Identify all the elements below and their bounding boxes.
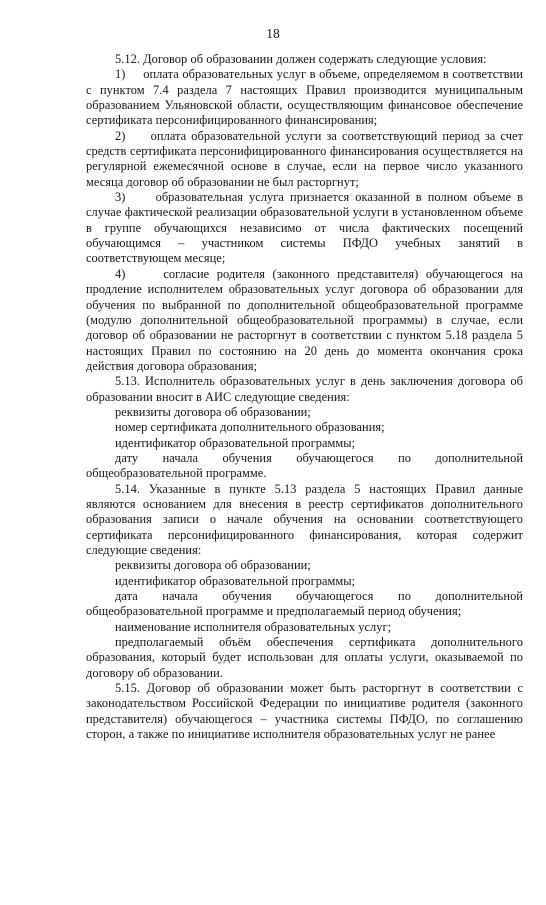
clause-5-13-heading: 5.13. Исполнитель образовательных услуг в день заключения договора об образовании вносит в АИС следующие сведения:	[86, 374, 523, 404]
clause-5-15-heading: 5.15. Договор об образовании может быть расторгнут в соответствии с законодательством Российской Федерации по инициативе родителя (законного представителя) обучающегося – участника системы ПФДО, по соглашению сторон, а также по инициативе исполнителя образовательных услуг не ранее	[86, 681, 523, 742]
clause-5-14-heading: 5.14. Указанные в пункте 5.13 раздела 5 настоящих Правил данные являются основанием для внесения в реестр сертификатов дополнительного образования записи о начале обучения на основании соответствующего сертификата персонифицированного финансирования, которая содержит следующие сведения:	[86, 481, 523, 557]
clause-5-12-item-3: 3) образовательная услуга признается оказанной в полном объеме в случае фактической реализации образовательной услуги в установленном объеме в группе обучающихся независимо от числа фактических посещений обучающимся – участником системы ПФДО учебных занятий в соответствующем месяце;	[86, 190, 523, 266]
clause-5-13-item-1: реквизиты договора об образовании;	[115, 404, 311, 419]
clause-5-12-heading: 5.12. Договор об образовании должен содержать следующие условия:	[115, 52, 487, 66]
page-number: 18	[266, 26, 280, 41]
document-body	[86, 52, 523, 742]
clause-5-13-item-2: номер сертификата дополнительного образования;	[115, 420, 385, 435]
clause-5-14-item-3: дата начала обучения обучающегося по дополнительной общеобразовательной программе и предполагаемый период обучения;	[86, 589, 523, 619]
clause-5-14-item-2: идентификатор образовательной программы;	[115, 573, 356, 588]
clause-5-12-item-4: 4) согласие родителя (законного представителя) обучающегося на продление исполнителем образовательных услуг договора об образовании для обучения по выбранной по дополнительной общеобразовательной программе (модулю дополнительной общеобразовательной программы) в случае, если договор об образовании не расторгнут в соответствии с пунктом 5.18 раздела 5 настоящих Правил по состоянию на 20 день до момента окончания срока действия договора образования;	[86, 266, 523, 373]
clause-5-12-item-1: 1) оплата образовательных услуг в объеме, определяемом в соответствии с пунктом 7.4 раздела 7 настоящих Правил производится муниципальным образованием Ульяновской области, осуществляющим финансовое обеспечение сертификата персонифицированного финансирования;	[86, 67, 523, 128]
clause-5-12-item-2: 2) оплата образовательной услуги за соответствующий период за счет средств сертификата персонифицированного финансирования осуществляется на регулярной ежемесячной основе в случае, если на первое число указанного месяца договор об образовании не был расторгнут;	[86, 128, 523, 189]
clause-5-14-item-5: предполагаемый объём обеспечения сертификата дополнительного образования, который будет использован для оплаты услуги, оказываемой по договору об образовании.	[86, 635, 523, 680]
clause-5-14-item-4: наименование исполнителя образовательных услуг;	[115, 619, 392, 634]
clause-5-13-item-3: идентификатор образовательной программы;	[115, 435, 356, 450]
clause-5-13-item-4: дату начала обучения обучающегося по дополнительной общеобразовательной программе.	[86, 450, 523, 481]
clause-5-14-item-1: реквизиты договора об образовании;	[115, 558, 311, 573]
